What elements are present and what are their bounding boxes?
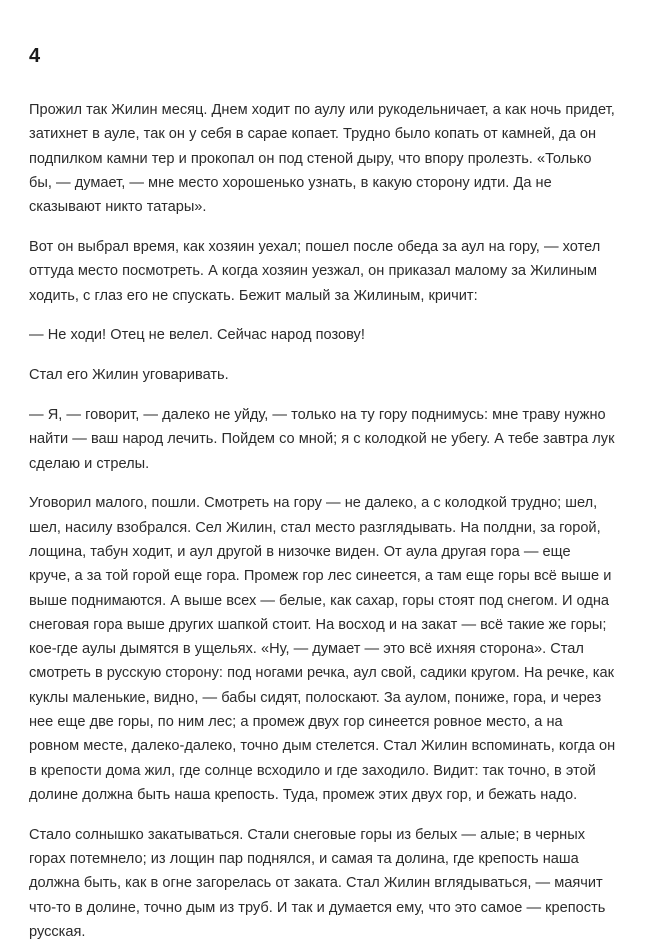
dialogue-line-1: — Не ходи! Отец не велел. Сейчас народ позову! bbox=[29, 327, 365, 344]
paragraph-4: Уговорил малого, пошли. Смотреть на гору — не далеко, а с колодкой трудно; шел, шел, насилу взобрался. Сел Жилин, стал место разглядывать. На полдни, за горой, лощина, табун ходит, и аул другой в низочке виден. От аула другая гора — еще круче, а за той горой еще гора. Промеж гор лес синеется, а там еще горы всё выше и выше поднимаются. А выше всех — белые, как сахар, горы стоят под снегом. И одна снеговая гора выше других шапкой стоит. На восход и на закат — всё такие же горы; кое-где аулы дымятся в ущельях. «Ну, — думает — это всё ихняя сторона». Стал смотреть в русскую сторону: под ногами речка, аул свой, садики кругом. На речке, как куклы маленькие, видно, — бабы сидят, полоскают. За аулом, пониже, гора, и через нее еще две горы, по ним лес; а промеж двух гор синеется ровное место, а на ровном месте, далеко-далеко, точно дым стелется. Стал Жилин вспоминать, когда он в крепости дома жил, где солнце всходило и где заходило. Видит: так точно, в этой долине должна быть наша крепость. Туда, промеж этих двух гор, и бежать надо. bbox=[29, 495, 616, 803]
paragraph-5: Стало солнышко закатываться. Стали снеговые горы из белых — алые; в черных горах потемнело; из лощин пар поднялся, и самая та долина, где крепость наша должна быть, как в огне загорелась от заката. Стал Жилин вглядываться, — маячит что-то в долине, точно дым из труб. И так и думается ему, что это самое — крепость русская. bbox=[29, 826, 606, 940]
paragraph-2: Вот он выбрал время, как хозяин уехал; пошел после обеда за аул на гору, — хотел оттуда место посмотреть. А когда хозяин уезжал, он приказал малому за Жилиным ходить, с глаз его не спускать. Бежит малый за Жилиным, кричит: bbox=[29, 238, 601, 304]
document-content bbox=[29, 44, 616, 944]
paragraph-3: Стал его Жилин уговаривать. bbox=[29, 367, 229, 384]
chapter-heading: 4 bbox=[29, 45, 41, 67]
dialogue-line-2: — Я, — говорит, — далеко не уйду, — только на ту гору поднимусь: мне траву нужно найти — ваш народ лечить. Пойдем со мной; я с колодкой не убегу. А тебе завтра лук сделаю и стрелы. bbox=[29, 406, 615, 472]
paragraph-1: Прожил так Жилин месяц. Днем ходит по аулу или рукодельничает, а как ночь придет, затихнет в ауле, так он у себя в сарае копает. Трудно было копать от камней, да он подпилком камни тер и прокопал он под стеной дыру, что впору пролезть. «Только бы, — думает, — мне место хорошенько узнать, в какую сторону идти. Да не сказывают никто татары». bbox=[29, 102, 615, 216]
